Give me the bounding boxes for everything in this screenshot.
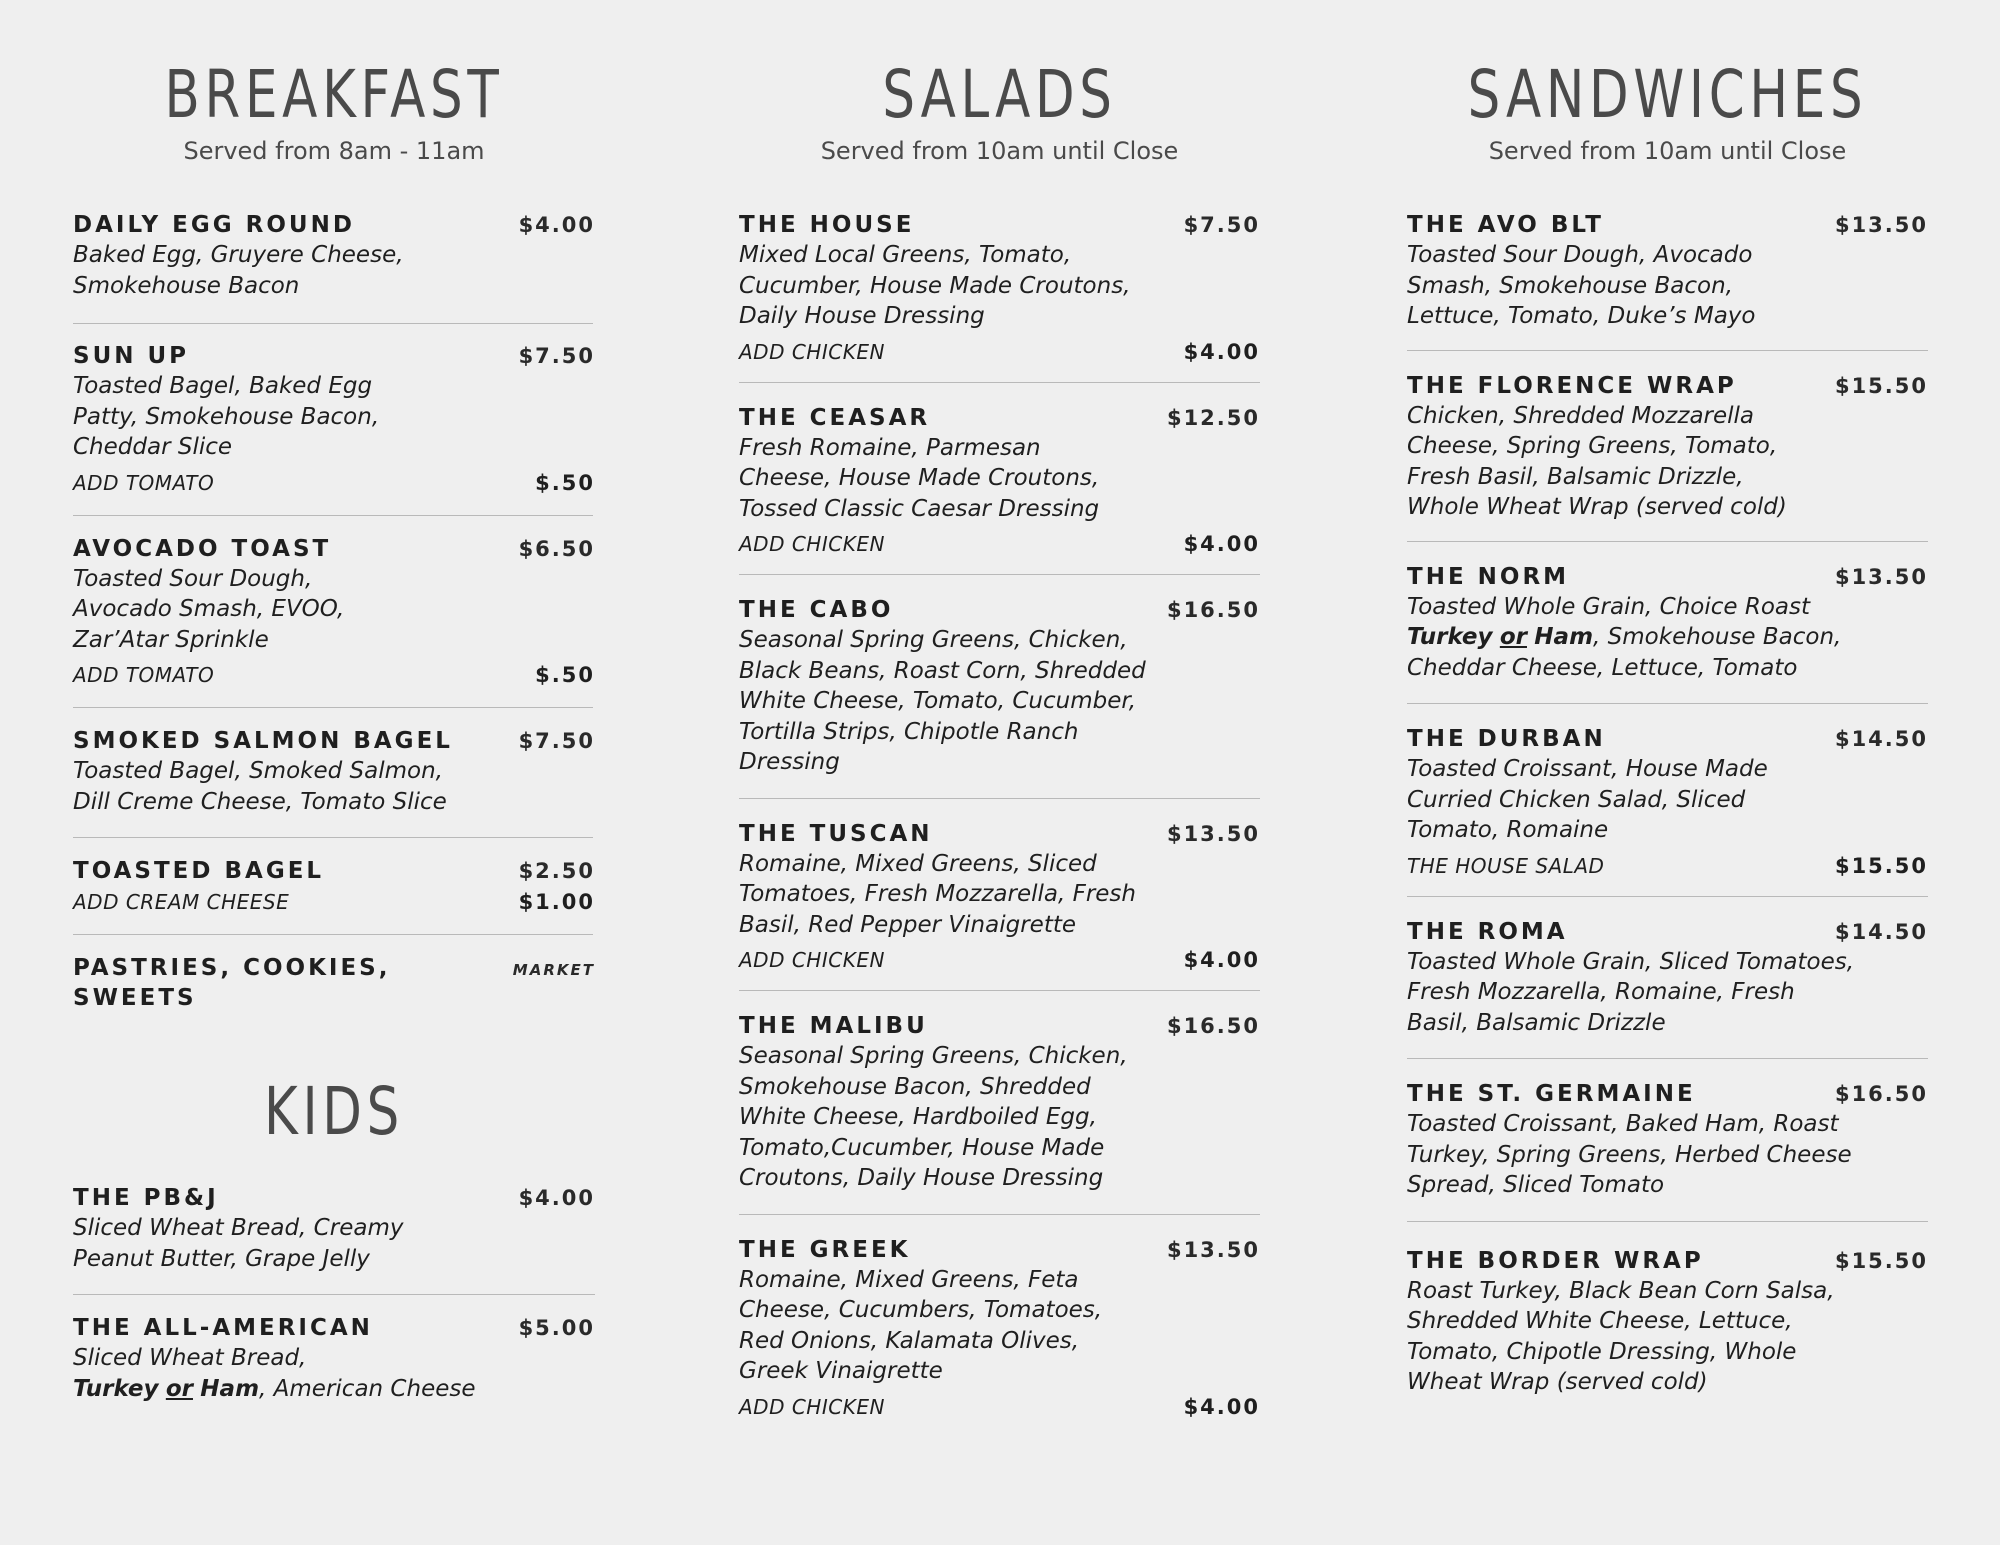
menu-item (739, 1235, 1260, 1419)
item-description: Sliced Wheat Bread, Creamy Peanut Butter, Grape Jelly (73, 1215, 404, 1272)
item-price: $13.50 (1166, 821, 1260, 846)
item-description: Romaine, Mixed Greens, Sliced Tomatoes, Fresh Mozzarella, Fresh Basil, Red Pepper Vinaigrette (739, 850, 1136, 938)
addon-price: $1.00 (518, 890, 595, 914)
item-price: $7.50 (518, 729, 595, 753)
salads-subtitle: Served from 10am until Close (820, 137, 1179, 165)
menu-item (73, 210, 595, 301)
desc-text: , American Cheese (259, 1375, 476, 1402)
item-price: $12.50 (1166, 405, 1260, 430)
item-addon (739, 532, 1260, 556)
item-price: $13.50 (1834, 213, 1928, 237)
menu-item (1407, 1079, 1928, 1201)
desc-bold: Ham (200, 1375, 260, 1402)
menu-item (1407, 371, 1928, 523)
desc-text: Sliced Wheat Bread, (73, 1345, 307, 1371)
item-description: Mixed Local Greens, Tomato, Cucumber, House Made Croutons, Daily House Dressing (739, 242, 1131, 329)
item-name: THE MALIBU (739, 1013, 928, 1039)
item-price: $13.50 (1166, 1237, 1260, 1262)
item-name: THE ROMA (1407, 918, 1568, 945)
addon-name: ADD CHICKEN (739, 948, 885, 972)
menu-item (1407, 724, 1928, 878)
menu-item (73, 953, 595, 1013)
item-price: $2.50 (518, 859, 595, 883)
desc-or: or (165, 1375, 193, 1402)
item-price: $7.50 (518, 344, 595, 368)
item-description: Romaine, Mixed Greens, Feta Cheese, Cucumbers, Tomatoes, Red Onions, Kalamata Olives, Greek Vinaigrette (739, 1266, 1103, 1384)
item-description: Toasted Croissant, Baked Ham, Roast Turkey, Spring Greens, Herbed Cheese Spread, Sliced Tomato (1407, 1111, 1852, 1198)
item-name: SUN UP (73, 343, 190, 369)
item-name: THE PB&J (73, 1185, 219, 1211)
desc-bold: Turkey (1407, 624, 1493, 650)
addon-price: $.50 (535, 470, 595, 495)
desc-bold: Ham (1534, 624, 1594, 650)
item-addon (739, 1395, 1260, 1419)
addon-name: ADD CHICKEN (739, 1394, 885, 1419)
item-price: $7.50 (1183, 213, 1260, 237)
menu-item (73, 1183, 595, 1274)
kids-title: KIDS (264, 1073, 404, 1150)
salads-title: SALADS (882, 56, 1117, 133)
item-description: Seasonal Spring Greens, Chicken, Smokehouse Bacon, Shredded White Cheese, Hardboiled Egg, Tomato,Cucumber, House Made Croutons, Daily House Dressing (739, 1043, 1128, 1191)
menu-item (739, 819, 1260, 973)
item-name: THE DURBAN (1407, 726, 1606, 752)
item-price: $14.50 (1834, 727, 1928, 751)
item-name: SMOKED SALMON BAGEL (73, 728, 453, 754)
item-description: Toasted Bagel, Smoked Salmon, Dill Creme Cheese, Tomato Slice (73, 758, 447, 815)
item-description: Chicken, Shredded Mozzarella Cheese, Spring Greens, Tomato, Fresh Basil, Balsamic Drizzle, Whole Wheat Wrap (served cold) (1407, 402, 1787, 520)
item-price: $15.50 (1834, 373, 1928, 398)
sandwiches-column (1407, 0, 1928, 1398)
sandwiches-subtitle: Served from 10am until Close (1488, 137, 1847, 165)
addon-price: $4.00 (1183, 1394, 1260, 1419)
item-name: THE TUSCAN (739, 820, 933, 847)
item-name: THE HOUSE (739, 212, 915, 238)
item-description (1407, 592, 1847, 684)
item-description: Toasted Bagel, Baked Egg Patty, Smokehouse Bacon, Cheddar Slice (73, 373, 380, 460)
menu-item (73, 341, 595, 495)
item-name: TOASTED BAGEL (73, 858, 325, 884)
item-addon (73, 663, 595, 687)
breakfast-subtitle: Served from 8am - 11am (183, 137, 485, 165)
item-price: $16.50 (1166, 1014, 1260, 1038)
item-addon (73, 890, 595, 914)
menu-item (739, 403, 1260, 557)
menu-item (739, 595, 1260, 778)
addon-name: ADD CHICKEN (739, 339, 885, 364)
addon-name: ADD CHICKEN (739, 532, 885, 556)
menu-item (739, 210, 1260, 364)
item-price: $16.50 (1834, 1082, 1928, 1106)
addon-price: $.50 (535, 663, 595, 687)
item-description: Roast Turkey, Black Bean Corn Salsa, Shredded White Cheese, Lettuce, Tomato, Chipotle Dressing, Whole Wheat Wrap (served cold) (1407, 1277, 1835, 1395)
item-description (73, 1343, 503, 1404)
item-name: THE CABO (739, 597, 894, 623)
item-price: $4.00 (518, 1186, 595, 1210)
item-description: Toasted Sour Dough, Avocado Smash, Smokehouse Bacon, Lettuce, Tomato, Duke’s Mayo (1407, 242, 1756, 329)
item-name: THE NORM (1407, 563, 1570, 590)
item-name: THE CEASAR (739, 404, 931, 431)
salads-column (739, 0, 1260, 1419)
addon-price: $4.00 (1183, 532, 1260, 556)
item-price: $4.00 (518, 213, 595, 237)
menu-item (739, 1011, 1260, 1194)
addon-name: ADD TOMATO (73, 663, 215, 687)
item-price: MARKET (512, 961, 595, 979)
item-addon (73, 471, 595, 495)
item-description: Toasted Sour Dough, Avocado Smash, EVOO, Zar’Atar Sprinkle (73, 565, 345, 653)
sandwiches-title: SANDWICHES (1467, 56, 1868, 133)
addon-price: $15.50 (1834, 853, 1928, 878)
desc-bold: Turkey (73, 1375, 159, 1402)
addon-price: $4.00 (1183, 339, 1260, 364)
item-price: $13.50 (1834, 564, 1928, 589)
menu-item (1407, 562, 1928, 684)
item-name: THE FLORENCE WRAP (1407, 372, 1737, 399)
item-description: Toasted Croissant, House Made Curried Chicken Salad, Sliced Tomato, Romaine (1407, 756, 1768, 843)
item-addon (739, 948, 1260, 972)
menu-item (73, 856, 595, 914)
item-description: Fresh Romaine, Parmesan Cheese, House Made Croutons, Tossed Classic Caesar Dressing (739, 434, 1100, 522)
menu-item (73, 1313, 595, 1404)
item-name: DAILY EGG ROUND (73, 212, 355, 238)
breakfast-column (73, 0, 595, 1404)
item-name: AVOCADO TOAST (73, 535, 332, 562)
breakfast-title: BREAKFAST (164, 56, 504, 133)
item-name: THE ALL-AMERICAN (73, 1315, 373, 1341)
addon-price: $4.00 (1183, 948, 1260, 972)
desc-text: , Smokehouse Bacon, Cheddar Cheese, Lettuce, Tomato (1407, 624, 1842, 681)
menu-item (73, 534, 595, 688)
item-description: Toasted Whole Grain, Sliced Tomatoes, Fresh Mozzarella, Romaine, Fresh Basil, Balsamic Drizzle (1407, 948, 1855, 1036)
item-addon (739, 340, 1260, 364)
item-name: PASTRIES, COOKIES, SWEETS (73, 955, 391, 1011)
item-name: THE BORDER WRAP (1407, 1247, 1704, 1274)
item-price: $16.50 (1166, 598, 1260, 622)
item-name: THE ST. GERMAINE (1407, 1081, 1696, 1107)
item-description: Baked Egg, Gruyere Cheese, Smokehouse Bacon (73, 242, 404, 299)
addon-name: THE HOUSE SALAD (1407, 853, 1605, 878)
item-name: THE AVO BLT (1407, 212, 1604, 238)
desc-or: or (1499, 624, 1527, 650)
item-price: $6.50 (518, 536, 595, 561)
desc-text: Toasted Whole Grain, Choice Roast (1407, 593, 1810, 620)
menu-item (73, 726, 595, 817)
item-price: $15.50 (1834, 1248, 1928, 1273)
menu-item (1407, 1246, 1928, 1398)
addon-name: ADD CREAM CHEESE (73, 890, 290, 914)
menu-item (1407, 917, 1928, 1039)
item-price: $14.50 (1834, 919, 1928, 944)
item-price: $5.00 (518, 1316, 595, 1340)
addon-name: ADD TOMATO (73, 470, 215, 495)
item-name: THE GREEK (739, 1236, 911, 1263)
menu-item (1407, 210, 1928, 332)
item-description: Seasonal Spring Greens, Chicken, Black Beans, Roast Corn, Shredded White Cheese, Tomato, Cucumber, Tortilla Strips, Chipotle Ranch Dressing (739, 627, 1146, 775)
item-addon (1407, 854, 1928, 878)
